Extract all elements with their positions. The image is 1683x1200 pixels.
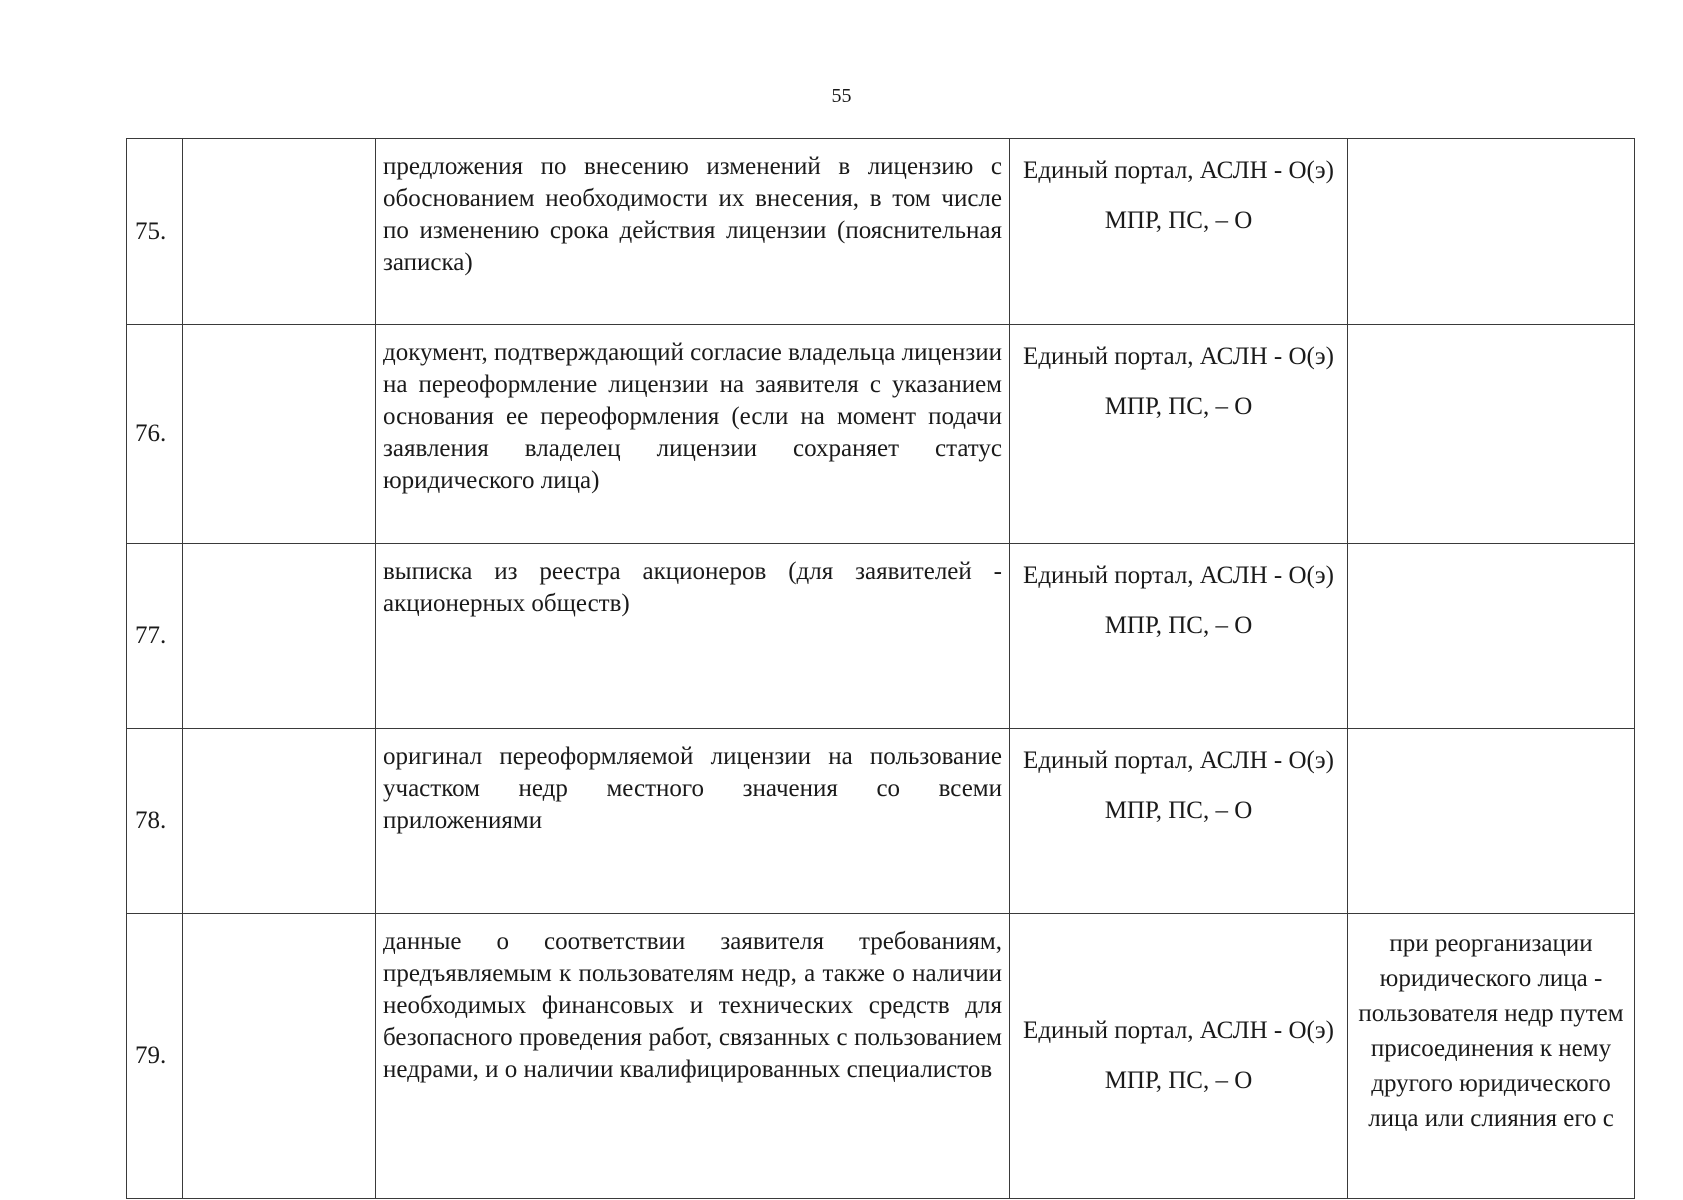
submission-source (1010, 914, 1348, 1199)
document-description: данные о соответствии заявителя требованиям, предъявляемым к пользователям недр, а также о наличии необходимых финансовых и технических средств для безопасного проведения работ, связанных с пользованием недрами, и о наличии квалифицированных специалистов (376, 914, 1010, 1199)
table-row (127, 325, 1635, 544)
document-description: документ, подтверждающий согласие владельца лицензии на переоформление лицензии на заявителя с указанием основания ее переоформления (если на момент подачи заявления владелец лицензии сохраняет статус юридического лица) (376, 325, 1010, 544)
submission-source (1010, 139, 1348, 325)
empty-cell (183, 729, 376, 914)
source-paper: МПР, ПС, – О (1104, 207, 1253, 234)
row-number: 78. (127, 729, 183, 914)
document-description: оригинал переоформляемой лицензии на пользование участком недр местного значения со всеми приложениями (376, 729, 1010, 914)
source-portal: Единый портал, АСЛН - О(э) (1023, 157, 1334, 184)
table-row (127, 729, 1635, 914)
note-cell (1348, 325, 1635, 544)
table-row (127, 544, 1635, 729)
source-portal: Единый портал, АСЛН - О(э) (1023, 747, 1334, 774)
row-number: 79. (127, 914, 183, 1199)
note-cell (1348, 139, 1635, 325)
row-number: 77. (127, 544, 183, 729)
note-cell: при реорганизации юридического лица - пользователя недр путем присоединения к нему другого юридического лица или слияния его с (1348, 914, 1635, 1199)
source-paper: МПР, ПС, – О (1104, 797, 1253, 824)
submission-source (1010, 729, 1348, 914)
document-description: предложения по внесению изменений в лицензию с обоснованием необходимости их внесения, в том числе по изменению срока действия лицензии (пояснительная записка) (376, 139, 1010, 325)
document-table (126, 138, 1635, 1199)
source-portal: Единый портал, АСЛН - О(э) (1023, 343, 1334, 370)
document-description: выписка из реестра акционеров (для заявителей - акционерных обществ) (376, 544, 1010, 729)
empty-cell (183, 544, 376, 729)
source-portal: Единый портал, АСЛН - О(э) (1023, 562, 1334, 589)
empty-cell (183, 325, 376, 544)
empty-cell (183, 914, 376, 1199)
row-number: 76. (127, 325, 183, 544)
page-number: 55 (831, 85, 852, 107)
source-portal: Единый портал, АСЛН - О(э) (1023, 1017, 1334, 1044)
submission-source (1010, 544, 1348, 729)
source-paper: МПР, ПС, – О (1104, 393, 1253, 420)
table-row (127, 914, 1635, 1199)
source-paper: МПР, ПС, – О (1104, 612, 1253, 639)
table-row (127, 139, 1635, 325)
row-number: 75. (127, 139, 183, 325)
note-cell (1348, 544, 1635, 729)
source-paper: МПР, ПС, – О (1104, 1067, 1253, 1094)
note-cell (1348, 729, 1635, 914)
submission-source (1010, 325, 1348, 544)
empty-cell (183, 139, 376, 325)
